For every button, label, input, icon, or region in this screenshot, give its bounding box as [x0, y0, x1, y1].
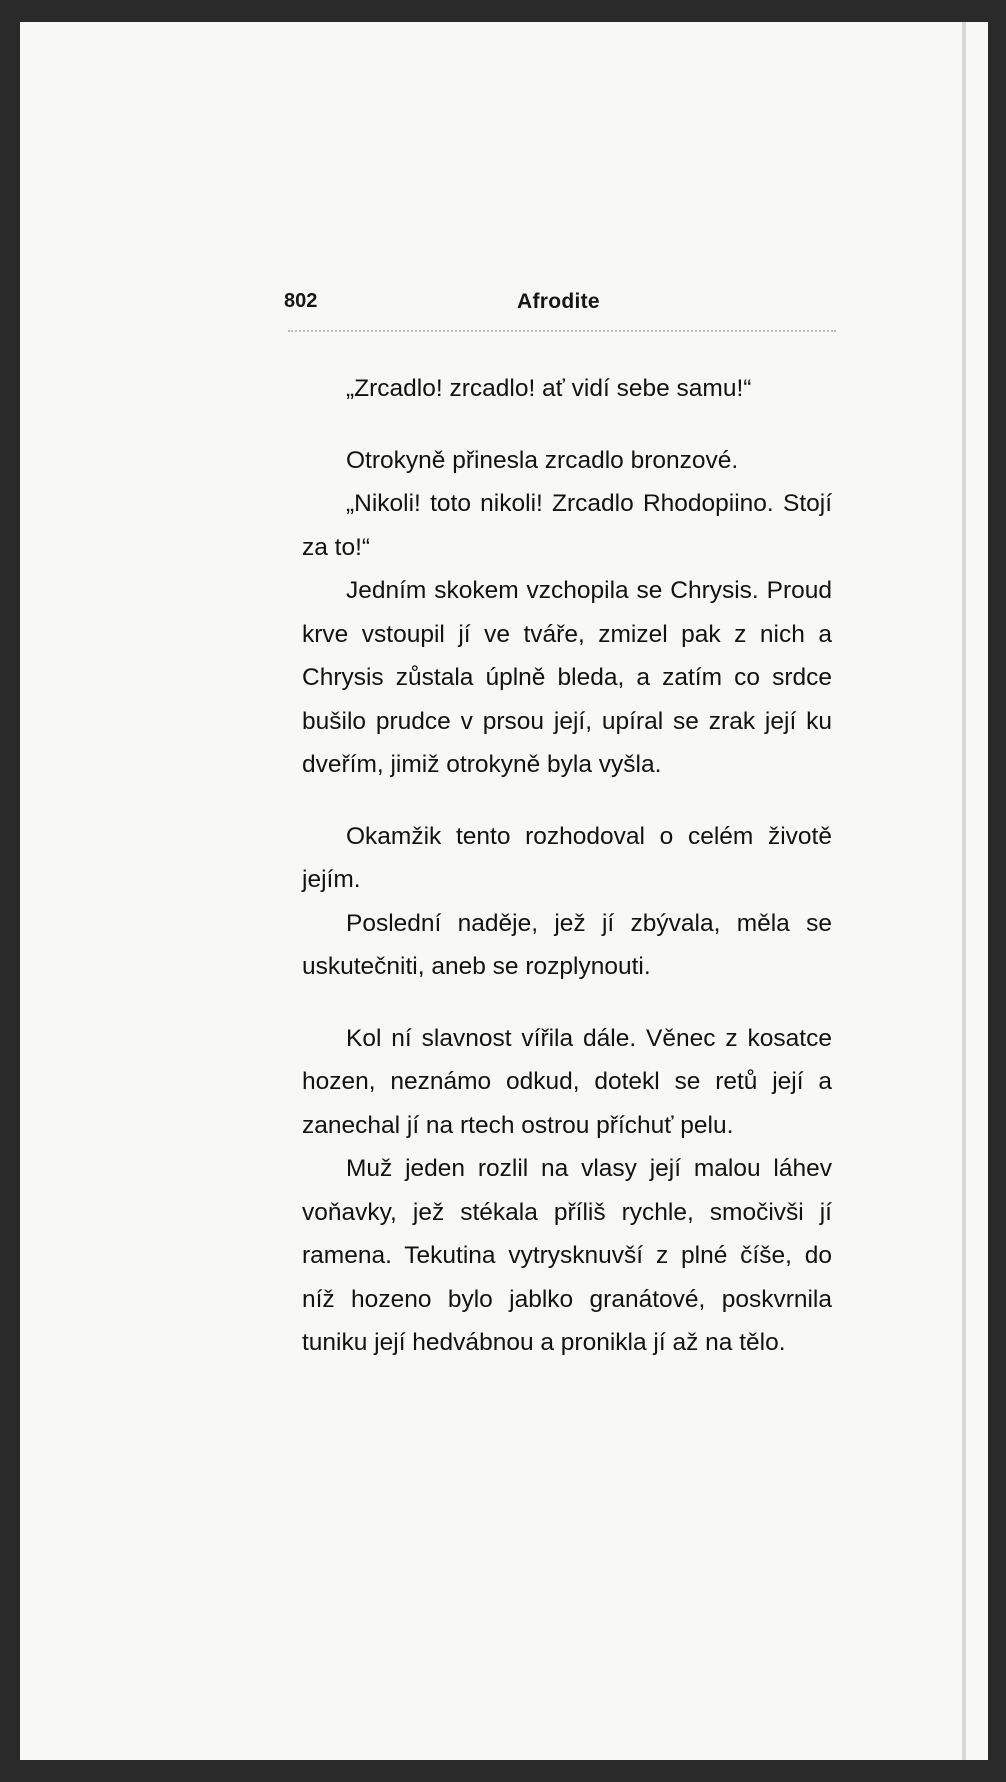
paragraph: Muž jeden rozlil na vlasy její malou láhev voňavky, jež stékala příliš rychle, smočivši jí ramena. Tekutina vytrysknuvší z plné číše, do níž hozeno bylo jablko granátové, poskvrnila tuniku její hedvábnou a pronikla jí až na tělo. [302, 1155, 832, 1356]
paragraph: „Zrcadlo! zrcadlo! ať vidí sebe samu!“ [346, 375, 752, 402]
running-title: Afrodite [517, 290, 600, 313]
scan-border-top [0, 0, 1006, 22]
paragraph: Jedním skokem vzchopila se Chrysis. Proud krve vstoupil jí ve tváře, zmizel pak z nich a Chrysis zůstala úplně bleda, a zatím co srdce bušilo prudce v prsou její, upíral se zrak její ku dveřím, jimiž otrokyně byla vyšla. [302, 577, 832, 778]
body-text [302, 367, 832, 1365]
paragraph: „Nikoli! toto nikoli! Zrcadlo Rhodopiino. Stojí za to!“ [302, 490, 832, 561]
paragraph: Okamžik tento rozhodoval o celém životě jejím. [302, 822, 832, 893]
page-header [20, 290, 988, 320]
paragraph: Otrokyně přinesla zrcadlo bronzové. [346, 446, 739, 474]
book-page [20, 22, 988, 1760]
page-edge-shadow [962, 22, 966, 1760]
header-rule [288, 330, 836, 332]
paragraph: Kol ní slavnost vířila dále. Věnec z kosatce hozen, neznámo odkud, dotekl se retů její a zanechal jí na rtech ostrou příchuť pelu. [302, 1024, 832, 1139]
paragraph: Poslední naděje, jež jí zbývala, měla se uskutečniti, aneb se rozplynouti. [302, 909, 832, 980]
page-number: 802 [284, 290, 318, 312]
